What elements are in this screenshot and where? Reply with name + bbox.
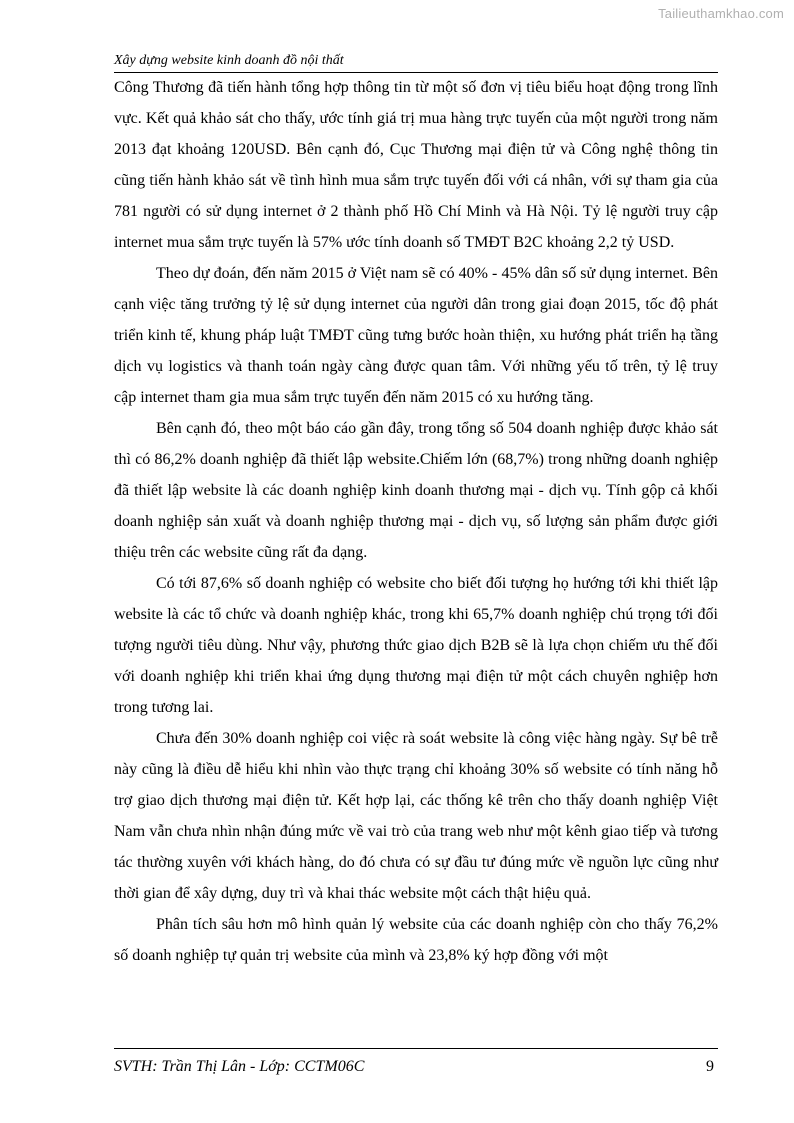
watermark: Tailieuthamkhao.com <box>658 6 784 21</box>
header-title: Xây dựng website kinh doanh đồ nội thất <box>114 53 344 68</box>
paragraph-3: Bên cạnh đó, theo một báo cáo gần đây, trong tổng số 504 doanh nghiệp được khảo sát thì có 86,2% doanh nghiệp đã thiết lập website.Chiếm lớn (68,7%) trong những doanh nghiệp đã thiết lập website là các doanh nghiệp kinh doanh thương mại - dịch vụ. Tính gộp cả khối doanh nghiệp sản xuất và doanh nghiệp thương mại - dịch vụ, số lượng sản phẩm được giới thiệu trên các website cũng rất đa dạng. <box>114 420 718 561</box>
paragraph-4: Có tới 87,6% số doanh nghiệp có website cho biết đối tượng họ hướng tới khi thiết lập website là các tổ chức và doanh nghiệp khác, trong khi 65,7% doanh nghiệp chú trọng tới đối tượng người tiêu dùng. Như vậy, phương thức giao dịch B2B sẽ là lựa chọn chiếm ưu thế đối với doanh nghiệp khi triển khai ứng dụng thương mại điện tử một cách chuyên nghiệp hơn trong tương lai. <box>114 575 718 716</box>
page-number: 9 <box>706 1058 714 1075</box>
paragraph-2: Theo dự đoán, đến năm 2015 ở Việt nam sẽ có 40% - 45% dân số sử dụng internet. Bên cạnh việc tăng trưởng tỷ lệ sử dụng internet của người dân trong giai đoạn 2015, tốc độ phát triển kinh tế, khung pháp luật TMĐT cũng tưng bước hoàn thiện, xu hướng phát triển hạ tầng dịch vụ logistics và thanh toán ngày càng được quan tâm. Với những yếu tố trên, tỷ lệ truy cập internet tham gia mua sắm trực tuyến đến năm 2015 có xu hướng tăng. <box>114 265 718 406</box>
document-body <box>114 72 718 971</box>
running-header <box>114 52 718 73</box>
paragraph-6: Phân tích sâu hơn mô hình quản lý website của các doanh nghiệp còn cho thấy 76,2% số doanh nghiệp tự quản trị website của mình và 23,8% ký hợp đồng với một <box>114 916 718 964</box>
page-footer <box>114 1048 718 1077</box>
paragraph-1: Công Thương đã tiến hành tổng hợp thông tin từ một số đơn vị tiêu biểu hoạt động trong lĩnh vực. Kết quả khảo sát cho thấy, ước tính giá trị mua hàng trực tuyến của một người trong năm 2013 đạt khoảng 120USD. Bên cạnh đó, Cục Thương mại điện tử và Công nghệ thông tin cũng tiến hành khảo sát về tình hình mua sắm trực tuyến đối với cá nhân, với sự tham gia của 781 người có sử dụng internet ở 2 thành phố Hồ Chí Minh và Hà Nội. Tỷ lệ người truy cập internet mua sắm trực tuyến là 57% ước tính doanh số TMĐT B2C khoảng 2,2 tỷ USD. <box>114 79 718 251</box>
footer-author: SVTH: Trần Thị Lân - Lớp: CCTM06C <box>114 1058 365 1075</box>
paragraph-5: Chưa đến 30% doanh nghiệp coi việc rà soát website là công việc hàng ngày. Sự bê trễ này cũng là điều dễ hiểu khi nhìn vào thực trạng chỉ khoảng 30% số website có tính năng hỗ trợ giao dịch thương mại điện tử. Kết hợp lại, các thống kê trên cho thấy doanh nghiệp Việt Nam vẫn chưa nhìn nhận đúng mức về vai trò của trang web như một kênh giao tiếp và tương tác thường xuyên với khách hàng, do đó chưa có sự đầu tư đúng mức về nguồn lực cũng như thời gian để xây dựng, duy trì và khai thác website một cách thật hiệu quả. <box>114 730 718 902</box>
